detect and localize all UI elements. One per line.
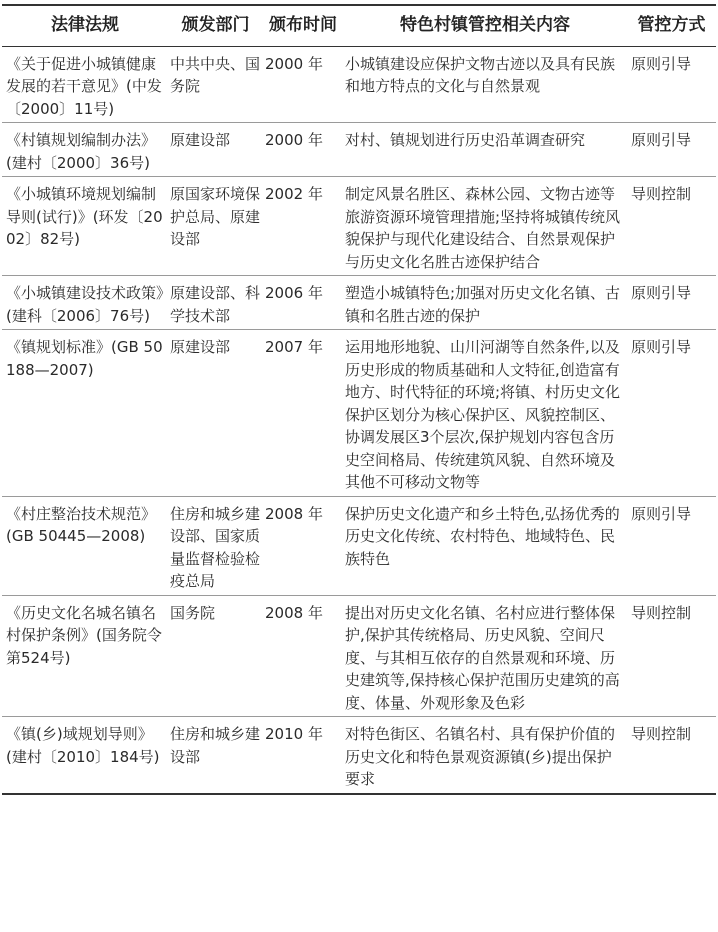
content-cell: 对特色街区、名镇名村、具有保护价值的历史文化和特色景观资源镇(乡)提出保护要求 xyxy=(343,717,627,794)
content-cell: 塑造小城镇特色;加强对历史文化名镇、古镇和名胜古迹的保护 xyxy=(343,276,627,330)
table-row xyxy=(2,330,716,497)
content-cell: 运用地形地貌、山川河湖等自然条件,以及历史形成的物质基础和人文特征,创造富有地方、时代特征的环境;将镇、村历史文化保护区划分为核心保护区、风貌控制区、协调发展区3个层次,保护规划内容包含历史空间格局、传统建筑风貌、自然环境及其他不可移动文物等 xyxy=(343,330,627,497)
year-cell: 2008 年 xyxy=(263,496,343,595)
table-row xyxy=(2,276,716,330)
table-row xyxy=(2,123,716,177)
control-mode-cell: 原则引导 xyxy=(627,276,716,330)
header-department: 颁发部门 xyxy=(168,5,263,46)
control-mode-cell: 导则控制 xyxy=(627,717,716,794)
table-row xyxy=(2,717,716,794)
table-row xyxy=(2,595,716,717)
header-year: 颁布时间 xyxy=(263,5,343,46)
regulations-table xyxy=(2,4,716,795)
department-cell: 原建设部、科学技术部 xyxy=(168,276,263,330)
department-cell: 中共中央、国务院 xyxy=(168,46,263,123)
content-cell: 对村、镇规划进行历史沿革调查研究 xyxy=(343,123,627,177)
department-cell: 原建设部 xyxy=(168,330,263,497)
year-cell: 2000 年 xyxy=(263,46,343,123)
year-cell: 2000 年 xyxy=(263,123,343,177)
control-mode-cell: 原则引导 xyxy=(627,46,716,123)
content-cell: 小城镇建设应保护文物古迹以及具有民族和地方特点的文化与自然景观 xyxy=(343,46,627,123)
law-cell: 《镇规划标准》(GB 50188—2007) xyxy=(2,330,168,497)
control-mode-cell: 导则控制 xyxy=(627,177,716,276)
year-cell: 2006 年 xyxy=(263,276,343,330)
control-mode-cell: 原则引导 xyxy=(627,496,716,595)
department-cell: 住房和城乡建设部 xyxy=(168,717,263,794)
control-mode-cell: 原则引导 xyxy=(627,330,716,497)
year-cell: 2010 年 xyxy=(263,717,343,794)
year-cell: 2002 年 xyxy=(263,177,343,276)
department-cell: 住房和城乡建设部、国家质量监督检验检疫总局 xyxy=(168,496,263,595)
year-cell: 2008 年 xyxy=(263,595,343,717)
table-row xyxy=(2,496,716,595)
control-mode-cell: 原则引导 xyxy=(627,123,716,177)
department-cell: 原国家环境保护总局、原建设部 xyxy=(168,177,263,276)
content-cell: 提出对历史文化名镇、名村应进行整体保护,保护其传统格局、历史风貌、空间尺度、与其相互依存的自然景观和环境、历史建筑等,保持核心保护范围历史建筑的高度、体量、外观形象及色彩 xyxy=(343,595,627,717)
law-cell: 《小城镇环境规划编制导则(试行)》(环发〔2002〕82号) xyxy=(2,177,168,276)
header-control-mode: 管控方式 xyxy=(627,5,716,46)
law-cell: 《村庄整治技术规范》(GB 50445—2008) xyxy=(2,496,168,595)
table-row xyxy=(2,177,716,276)
header-law: 法律法规 xyxy=(2,5,168,46)
department-cell: 原建设部 xyxy=(168,123,263,177)
control-mode-cell: 导则控制 xyxy=(627,595,716,717)
law-cell: 《镇(乡)域规划导则》(建村〔2010〕184号) xyxy=(2,717,168,794)
content-cell: 保护历史文化遗产和乡土特色,弘扬优秀的历史文化传统、农村特色、地域特色、民族特色 xyxy=(343,496,627,595)
law-cell: 《村镇规划编制办法》(建村〔2000〕36号) xyxy=(2,123,168,177)
law-cell: 《历史文化名城名镇名村保护条例》(国务院令第524号) xyxy=(2,595,168,717)
content-cell: 制定风景名胜区、森林公园、文物古迹等旅游资源环境管理措施;坚持将城镇传统风貌保护与现代化建设结合、自然景观保护与历史文化名胜古迹保护结合 xyxy=(343,177,627,276)
header-content: 特色村镇管控相关内容 xyxy=(343,5,627,46)
table-header xyxy=(2,5,716,46)
department-cell: 国务院 xyxy=(168,595,263,717)
header-row xyxy=(2,5,716,46)
table-row xyxy=(2,46,716,123)
year-cell: 2007 年 xyxy=(263,330,343,497)
law-cell: 《小城镇建设技术政策》(建科〔2006〕76号) xyxy=(2,276,168,330)
law-cell: 《关于促进小城镇健康发展的若干意见》(中发〔2000〕11号) xyxy=(2,46,168,123)
table-body xyxy=(2,46,716,794)
